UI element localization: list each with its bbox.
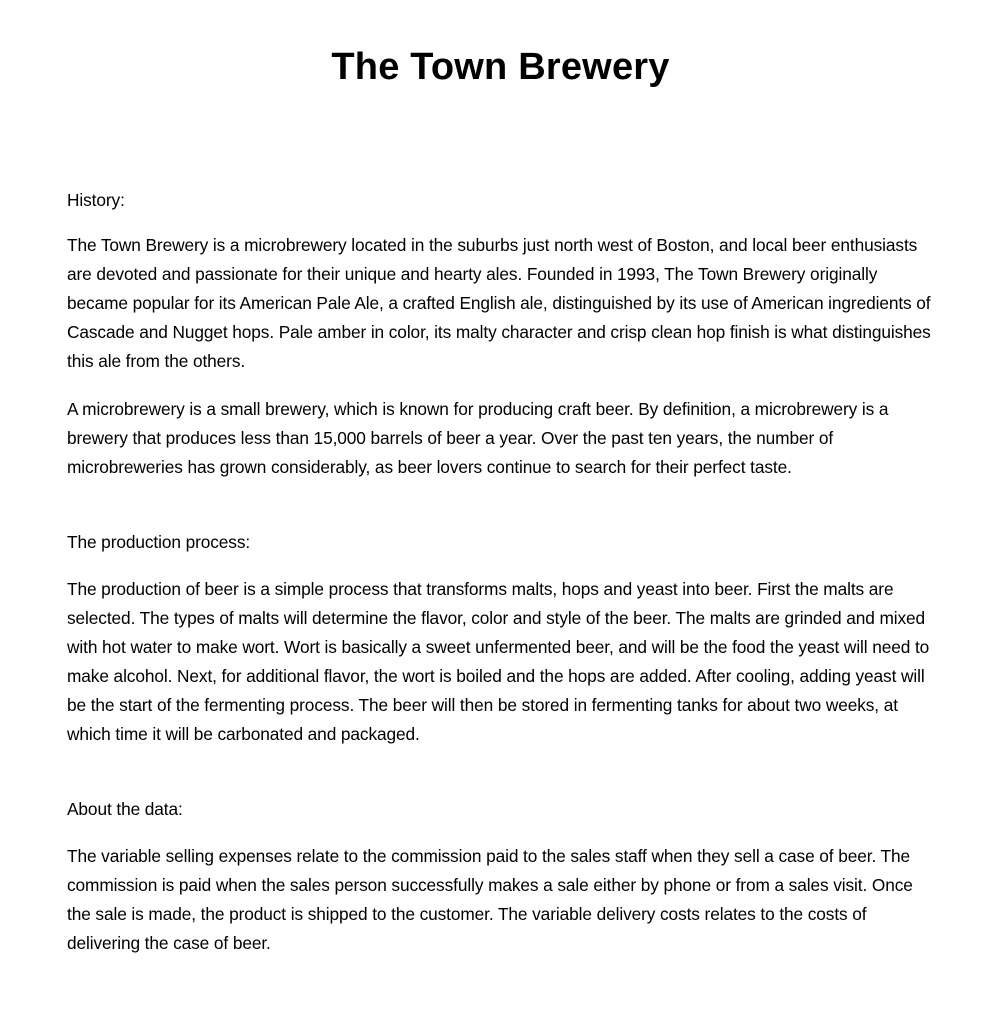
data-paragraph: The variable selling expenses relate to the commission paid to the sales staff when they sell a case of beer. The commission is paid when the sales person successfully makes a sale either by phone or from a sales visit. Once the sale is made, the product is shipped to the customer. The variable delivery costs relates to the costs of delivering the case of beer. [67,846,913,953]
history-paragraph-2: A microbrewery is a small brewery, which is known for producing craft beer. By definition, a microbrewery is a brewery that produces less than 15,000 barrels of beer a year. Over the past ten years, the number of microbreweries has grown considerably, as beer lovers continue to search for their perfect taste. [67,399,889,477]
production-paragraph: The production of beer is a simple process that transforms malts, hops and yeast into beer. First the malts are selected. The types of malts will determine the flavor, color and style of the beer. The malts are grinded and mixed with hot water to make wort. Wort is basically a sweet unfermented beer, and will be the food the yeast will need to make alcohol. Next, for additional flavor, the wort is boiled and the hops are added. After cooling, adding yeast will be the start of the fermenting process. The beer will then be stored in fermenting tanks for about two weeks, at which time it will be carbonated and packaged. [67,579,930,744]
history-paragraph-1: The Town Brewery is a microbrewery located in the suburbs just north west of Boston, and local beer enthusiasts are devoted and passionate for their unique and hearty ales. Founded in 1993, The Town Brewery originally became popular for its American Pale Ale, a crafted English ale, distinguished by its use of American ingredients of Cascade and Nugget hops. Pale amber in color, its malty character and crisp clean hop finish is what distinguishes this ale from the others. [67,235,931,371]
document-title: The Town Brewery [331,46,670,88]
production-heading: The production process: [67,532,251,552]
history-heading: History: [67,190,125,210]
data-heading: About the data: [67,799,183,819]
